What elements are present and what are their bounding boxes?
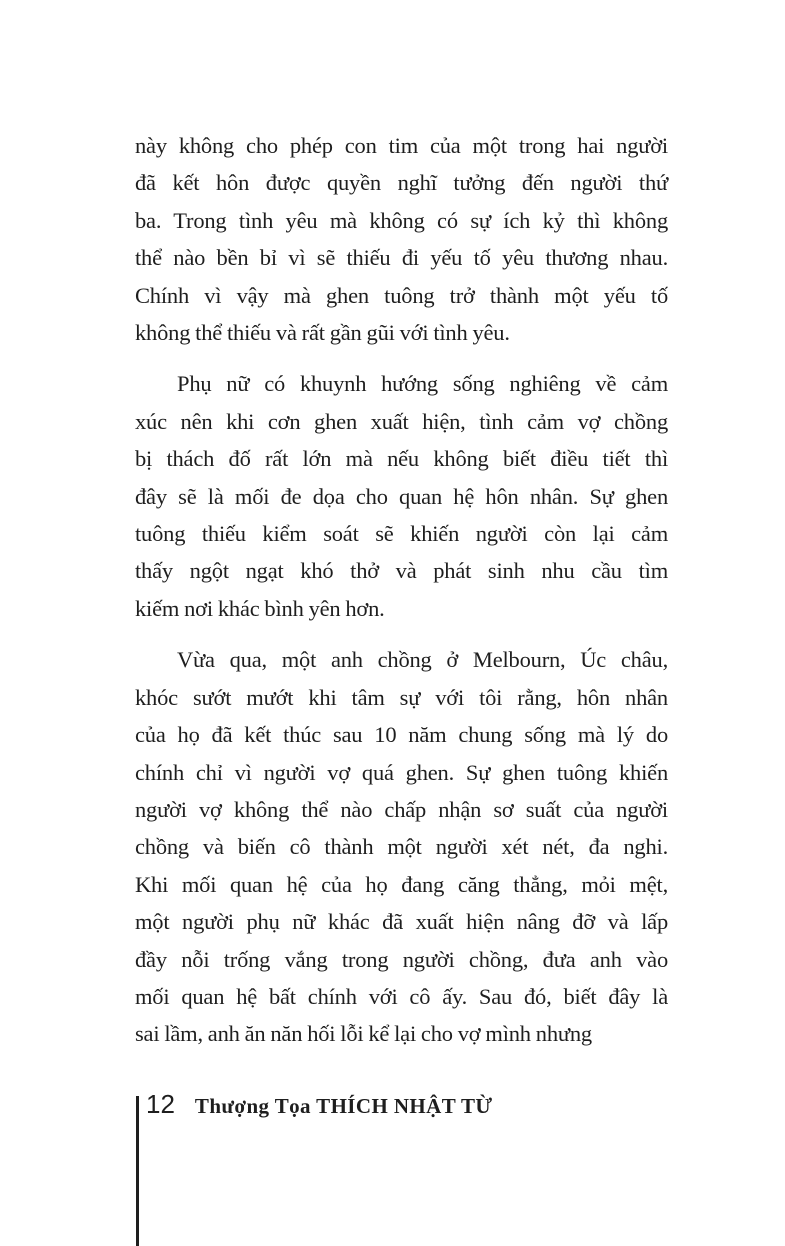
page-footer bbox=[146, 1089, 493, 1120]
text-line: ba. Trong tình yêu mà không có sự ích kỷ thì không bbox=[135, 207, 668, 233]
text-line: đã kết hôn được quyền nghĩ tưởng đến người thứ bbox=[135, 170, 668, 196]
text-line: không thể thiếu và rất gần gũi với tình yêu. bbox=[135, 320, 510, 346]
text-line: một người phụ nữ khác đã xuất hiện nâng đỡ và lấp bbox=[135, 909, 668, 935]
text-line: kiếm nơi khác bình yên hơn. bbox=[135, 595, 385, 621]
text-line: mối quan hệ bất chính với cô ấy. Sau đó, biết đây là bbox=[135, 983, 668, 1009]
text-line: của họ đã kết thúc sau 10 năm chung sống mà lý do bbox=[135, 722, 668, 748]
text-line: Vừa qua, một anh chồng ở Melbourn, Úc châu, bbox=[177, 647, 668, 673]
text-line: thể nào bền bỉ vì sẽ thiếu đi yếu tố yêu thương nhau. bbox=[135, 245, 668, 271]
text-line: Phụ nữ có khuynh hướng sống nghiêng về cảm bbox=[177, 371, 668, 397]
text-line: bị thách đố rất lớn mà nếu không biết điều tiết thì bbox=[135, 446, 668, 472]
page-number: 12 bbox=[146, 1089, 175, 1119]
paragraph bbox=[135, 127, 668, 351]
text-line: chính chỉ vì người vợ quá ghen. Sự ghen tuông khiến bbox=[135, 759, 668, 785]
text-line: đầy nỗi trống vắng trong người chồng, đưa anh vào bbox=[135, 946, 668, 972]
text-line: này không cho phép con tim của một trong hai người bbox=[135, 133, 668, 158]
text-line: thấy ngột ngạt khó thở và phát sinh nhu cầu tìm bbox=[135, 558, 668, 584]
text-line: Chính vì vậy mà ghen tuông trở thành một yếu tố bbox=[135, 282, 668, 308]
running-footer-author: Thượng Tọa THÍCH NHẬT TỪ bbox=[194, 1094, 493, 1118]
text-line: sai lầm, anh ăn năn hối lỗi kể lại cho vợ mình nhưng bbox=[135, 1021, 592, 1047]
text-block bbox=[135, 127, 668, 1053]
footer-vertical-rule bbox=[136, 1096, 139, 1246]
text-line: Khi mối quan hệ của họ đang căng thẳng, mỏi mệt, bbox=[135, 871, 668, 897]
paragraph bbox=[135, 641, 668, 1052]
text-line: tuông thiếu kiểm soát sẽ khiến người còn lại cảm bbox=[135, 521, 668, 547]
text-line: đây sẽ là mối đe dọa cho quan hệ hôn nhân. Sự ghen bbox=[135, 483, 668, 509]
text-line: người vợ không thể nào chấp nhận sơ suất của người bbox=[135, 796, 668, 822]
text-line: khóc sướt mướt khi tâm sự với tôi rằng, hôn nhân bbox=[135, 684, 668, 710]
text-line: xúc nên khi cơn ghen xuất hiện, tình cảm vợ chồng bbox=[135, 408, 668, 434]
paragraph bbox=[135, 365, 668, 627]
text-line: chồng và biến cô thành một người xét nét, đa nghi. bbox=[135, 834, 668, 860]
